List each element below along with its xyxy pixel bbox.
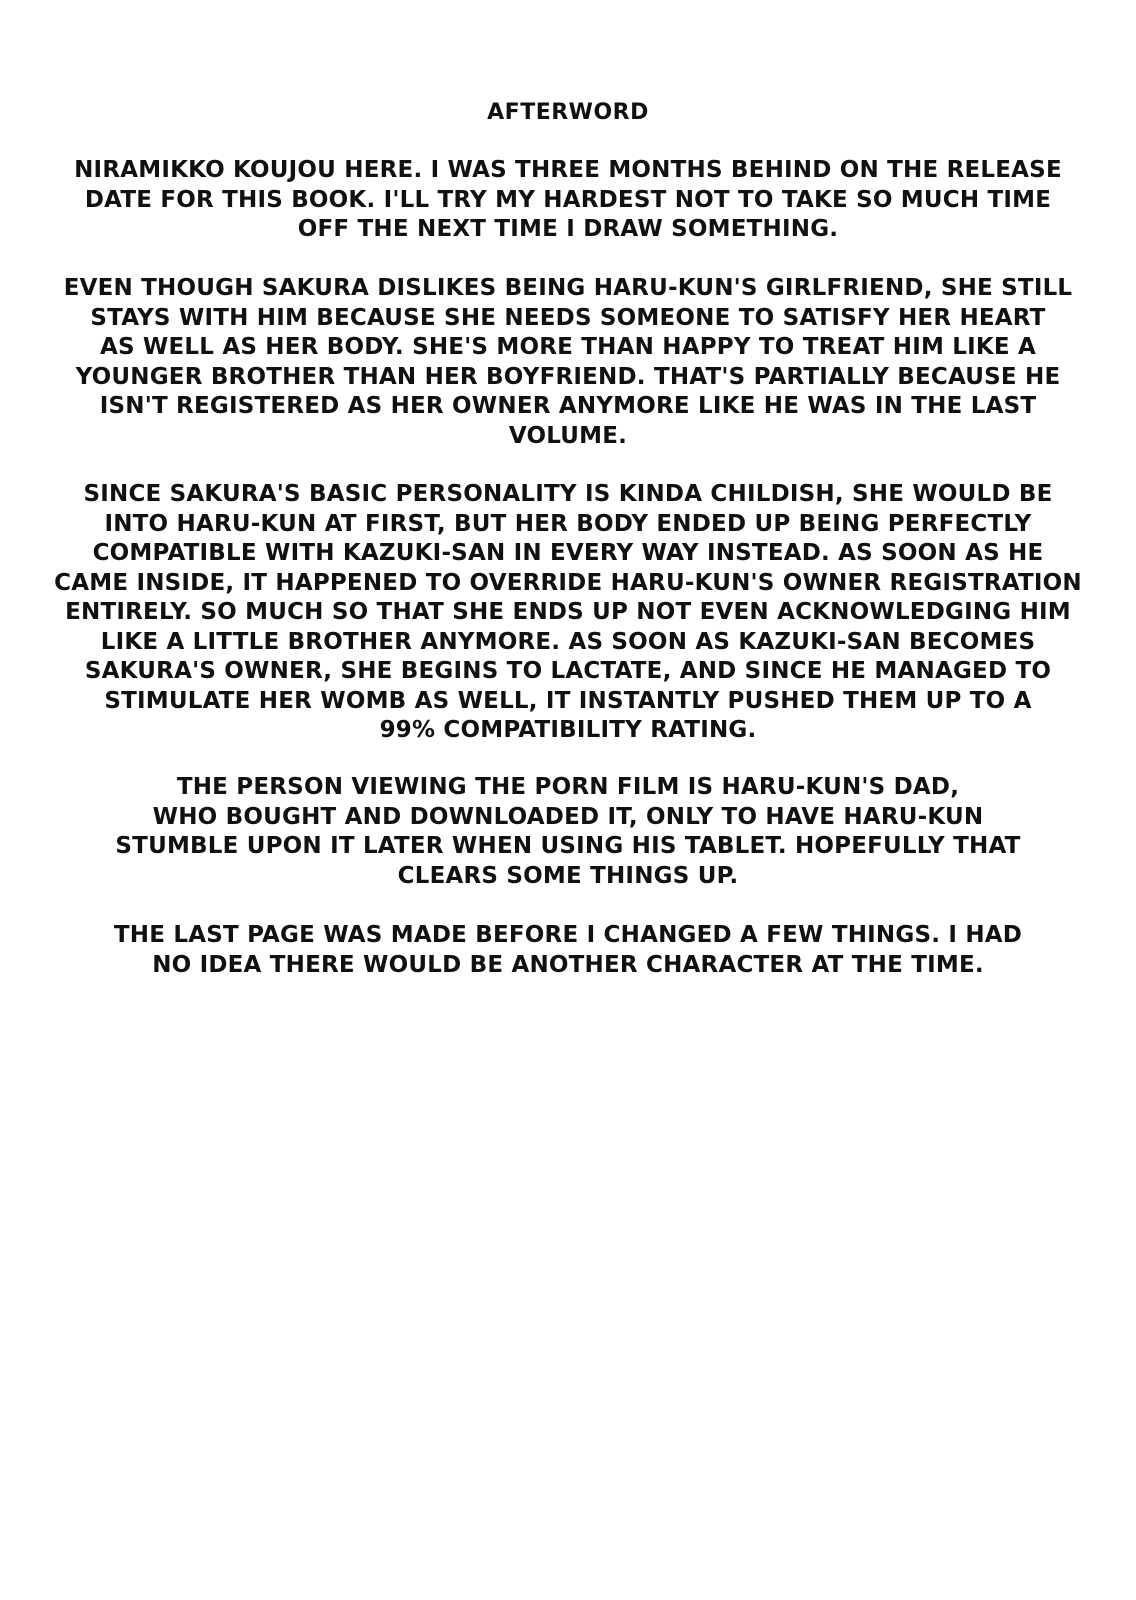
text-line: CLEARS SOME THINGS UP. <box>397 862 739 889</box>
text-line: ENTIRELY. SO MUCH SO THAT SHE ENDS UP NOT EVEN ACKNOWLEDGING HIM <box>65 599 1071 625</box>
text-line: SAKURA'S OWNER, SHE BEGINS TO LACTATE, AND SINCE HE MANAGED TO <box>84 658 1052 684</box>
text-line: THE PERSON VIEWING THE PORN FILM IS HARU-KUN'S DAD, <box>176 774 960 800</box>
text-line: 99% COMPATIBILITY RATING. <box>379 717 757 743</box>
text-line: EVEN THOUGH SAKURA DISLIKES BEING HARU-KUN'S GIRLFRIEND, SHE STILL <box>63 275 1073 301</box>
text-line: AS WELL AS HER BODY. SHE'S MORE THAN HAPPY TO TREAT HIM LIKE A <box>99 334 1037 360</box>
text-line: DATE FOR THIS BOOK. I'LL TRY MY HARDEST NOT TO TAKE SO MUCH TIME <box>84 186 1052 213</box>
text-line: STAYS WITH HIM BECAUSE SHE NEEDS SOMEONE TO SATISFY HER HEART <box>90 304 1046 331</box>
text-line: YOUNGER BROTHER THAN HER BOYFRIEND. THAT'S PARTIALLY BECAUSE HE <box>75 363 1061 390</box>
text-line: NO IDEA THERE WOULD BE ANOTHER CHARACTER AT THE TIME. <box>152 951 984 978</box>
text-line: ISN'T REGISTERED AS HER OWNER ANYMORE LIKE HE WAS IN THE LAST <box>99 393 1037 419</box>
text-line: COMPATIBLE WITH KAZUKI-SAN IN EVERY WAY INSTEAD. AS SOON AS HE <box>92 540 1044 566</box>
text-line: STIMULATE HER WOMB AS WELL, IT INSTANTLY PUSHED THEM UP TO A <box>104 687 1032 714</box>
paragraph-release-date <box>40 156 1096 245</box>
text-line: OFF THE NEXT TIME I DRAW SOMETHING. <box>297 216 839 242</box>
text-line: NIRAMIKKO KOUJOU HERE. I WAS THREE MONTHS BEHIND ON THE RELEASE <box>74 157 1062 183</box>
paragraph-film-viewer <box>40 773 1096 891</box>
paragraph-last-page <box>40 921 1096 980</box>
page-title: AFTERWORD <box>487 100 649 125</box>
text-line: THE LAST PAGE WAS MADE BEFORE I CHANGED A FEW THINGS. I HAD <box>113 922 1023 948</box>
paragraph-sakura-girlfriend <box>40 274 1096 451</box>
text-line: VOLUME. <box>508 422 628 449</box>
text-line: STUMBLE UPON IT LATER WHEN USING HIS TABLET. HOPEFULLY THAT <box>115 833 1021 859</box>
text-line: INTO HARU-KUN AT FIRST, BUT HER BODY ENDED UP BEING PERFECTLY <box>104 510 1032 537</box>
text-line: LIKE A LITTLE BROTHER ANYMORE. AS SOON AS KAZUKI-SAN BECOMES <box>100 628 1036 655</box>
text-line: CAME INSIDE, IT HAPPENED TO OVERRIDE HARU-KUN'S OWNER REGISTRATION <box>54 569 1082 596</box>
text-line: SINCE SAKURA'S BASIC PERSONALITY IS KINDA CHILDISH, SHE WOULD BE <box>83 481 1053 507</box>
text-line: WHO BOUGHT AND DOWNLOADED IT, ONLY TO HAVE HARU-KUN <box>152 803 984 830</box>
paragraph-personality <box>40 480 1096 746</box>
